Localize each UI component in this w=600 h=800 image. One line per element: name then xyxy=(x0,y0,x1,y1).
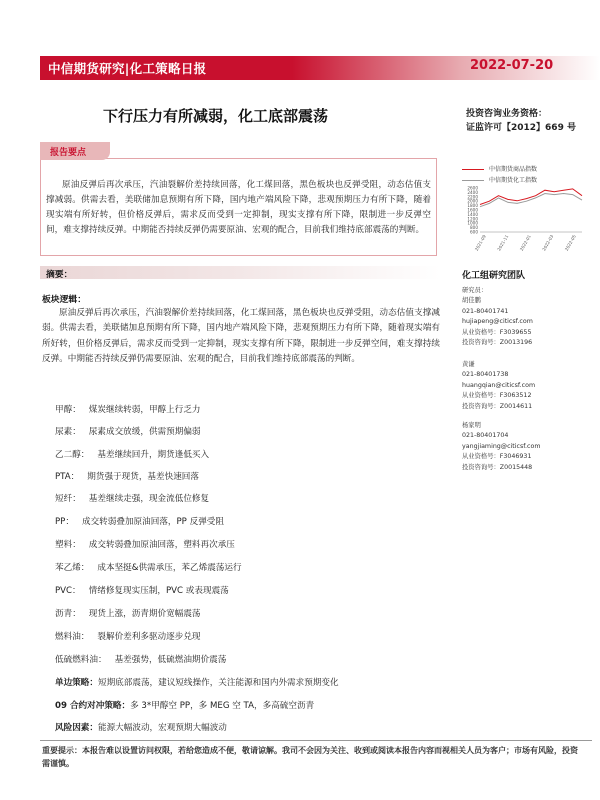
report-date: 2022-07-20 xyxy=(470,58,554,73)
analyst-license: 从业资格号：F3046931 xyxy=(462,453,532,461)
x-tick-label: 2021-11 xyxy=(496,234,510,252)
analyst-card xyxy=(462,360,535,412)
item-low-sulfur-fuel-oil xyxy=(55,653,226,665)
item-text: 基差继续走强，现金流低位修复 xyxy=(88,494,210,504)
item-urea xyxy=(55,425,201,437)
item-fuel-oil xyxy=(55,630,201,642)
strategy-hedge xyxy=(55,699,314,711)
item-text: 基差强势，低硫燃油期价震荡 xyxy=(114,655,227,665)
y-tick-label: 2000 xyxy=(467,198,478,204)
analyst-phone: 021-80401738 xyxy=(462,371,509,379)
analyst-license: 从业资格号：F3063512 xyxy=(462,392,532,400)
analyst-name: 胡佳鹏 xyxy=(462,297,481,305)
series-line-chemical-index xyxy=(480,194,582,207)
strategy-text: 能源大幅波动，宏观预期大幅波动 xyxy=(97,723,227,733)
item-plastic xyxy=(55,538,235,550)
analyst-card xyxy=(462,286,533,348)
analyst-license: 投资咨询号：Z0014611 xyxy=(462,402,533,410)
strategy-text: 多 3*甲醇空 PP，多 MEG 空 TA，多高硫空沥青 xyxy=(130,701,315,711)
item-pvc xyxy=(55,584,229,596)
item-name: PP： xyxy=(55,517,74,527)
summary-label: 摘要： xyxy=(46,270,73,280)
header-title: 中信期货研究|化工策略日报 xyxy=(48,61,207,76)
item-name: 短纤： xyxy=(55,494,81,504)
item-name: 尿素： xyxy=(55,427,81,437)
item-name: 苯乙烯： xyxy=(55,563,90,573)
analyst-email[interactable]: huangqian@citicsf.com xyxy=(462,381,536,389)
analyst-email[interactable]: yangjiaming@citicsf.com xyxy=(462,442,541,450)
y-tick-label: 2200 xyxy=(467,194,478,200)
analyst-phone: 021-80401704 xyxy=(462,432,509,440)
logic-text: 原油反弹后再次承压，汽油裂解价差持续回落，化工煤回落，黑色板块也反弹受阻，动态估值支撑减弱。供需去看，美联储加息预期有所下降，国内地产端风险下降，悲观预期压力有所下降，随着现实端有所好转，但价格反弹后，需求反而受到一定抑制，现实支撑有所下降，限制进一步反弹空间，难支撑持续反弹。中期能否持续反弹仍需要原油、宏观的配合，目前我们维持底部震荡的判断。 xyxy=(42,308,440,364)
series-line-commodity-index xyxy=(480,189,582,205)
item-psf xyxy=(55,492,209,504)
logic-title: 板块逻辑： xyxy=(42,295,86,305)
analyst-role: 研究员： xyxy=(462,287,488,294)
item-name: 低硫燃料油： xyxy=(55,655,107,665)
y-tick-label: 1000 xyxy=(467,220,478,226)
footer-divider xyxy=(40,740,592,741)
analyst-card xyxy=(462,421,540,473)
strategy-label: 风险因素： xyxy=(55,723,98,733)
analyst-phone: 021-80401741 xyxy=(462,307,509,315)
strategy-label: 单边策略： xyxy=(55,678,98,688)
item-methanol xyxy=(55,403,201,415)
y-tick-label: 800 xyxy=(470,225,478,231)
item-name: 塑料： xyxy=(55,540,81,550)
legend-line-icon xyxy=(462,180,484,181)
team-title: 化工组研究团队 xyxy=(462,271,526,281)
item-text: 裂解价差利多驱动逐步兑现 xyxy=(97,632,201,642)
analyst-license: 投资咨询号：Z0013196 xyxy=(462,339,533,347)
item-text: 情绪修复现实压制，PVC 或表现震荡 xyxy=(88,586,229,596)
strategy-label: 09 合约对冲策略： xyxy=(55,701,131,711)
risk-factors xyxy=(55,721,227,733)
item-name: 燃料油： xyxy=(55,632,90,642)
legend-label: 中信期货商品指数 xyxy=(489,166,538,173)
legend-item-commodity xyxy=(462,164,537,175)
item-text: 现货上涨，沥青期价宽幅震荡 xyxy=(88,609,201,619)
item-styrene xyxy=(55,561,242,573)
x-tick-label: 2021-09 xyxy=(473,234,487,252)
chart-legend xyxy=(462,164,537,186)
item-text: 尿素成交放缓，供需预期偏弱 xyxy=(88,427,201,437)
item-text: 期货强于现货，基差快速回落 xyxy=(87,472,199,482)
strategy-text: 短期底部震荡，建议短线操作，关注能源和国内外需求预期变化 xyxy=(97,678,339,688)
qualification-line1: 投资咨询业务资格： xyxy=(466,109,548,119)
analyst-name: 杨家明 xyxy=(462,422,481,429)
summary-bar xyxy=(40,266,440,279)
index-line-chart xyxy=(458,186,586,260)
y-tick-label: 1400 xyxy=(467,211,478,217)
legend-line-icon xyxy=(462,169,484,170)
item-text: 成交转弱叠加原油回落，PP 反弹受阻 xyxy=(81,517,224,527)
analyst-license: 从业资格号：F3039655 xyxy=(462,328,532,336)
report-summary-text: 原油反弹后再次承压，汽油裂解价差持续回落，化工煤回落，黑色板块也反弹受阻，动态估值支撑减弱。供需去看，美联储加息预期有所下降，国内地产端风险下降，悲观预期压力有所下降，随着现实端有所好转，但价格反弹后，需求反而受到一定抑制，现实支撑有所下降，限制进一步反弹空间，难支撑持续反弹。中期能否持续反弹仍需要原油、宏观的配合，目前我们维持底部震荡的判断。 xyxy=(46,180,431,235)
item-asphalt xyxy=(55,607,201,619)
item-pp xyxy=(55,515,224,527)
page-title: 下行压力有所减弱，化工底部震荡 xyxy=(103,107,329,125)
footer-disclaimer: 重要提示：本报告难以设置访问权限，若给您造成不便，敬请谅解。我司不会因为关注、收到或阅读本报告内容而视相关人员为客户；市场有风险，投资需谨慎。 xyxy=(42,746,578,768)
x-tick-label: 2022-01 xyxy=(518,234,532,252)
item-text: 煤炭继续转弱，甲醇上行乏力 xyxy=(88,405,201,415)
legend-item-chemical xyxy=(462,175,537,186)
strategy-unilateral xyxy=(55,676,339,688)
y-tick-label: 2400 xyxy=(467,189,478,195)
item-name: PTA： xyxy=(55,472,80,482)
qualification xyxy=(466,107,576,135)
item-name: 甲醇： xyxy=(55,405,81,415)
item-name: 沥青： xyxy=(55,609,81,619)
y-tick-label: 2600 xyxy=(467,186,478,191)
item-text: 成本坚挺&供需承压，苯乙烯震荡运行 xyxy=(97,563,242,573)
analyst-name: 黄谦 xyxy=(462,361,475,368)
x-tick-label: 2022-03 xyxy=(541,234,555,252)
item-pta xyxy=(55,470,199,482)
analyst-email[interactable]: hujiapeng@citicsf.com xyxy=(462,318,533,326)
report-tab: 报告要点 xyxy=(40,142,110,160)
y-tick-label: 1200 xyxy=(467,216,478,222)
item-name: 乙二醇： xyxy=(55,450,90,460)
qualification-line2: 证监许可【2012】669 号 xyxy=(466,123,576,133)
item-text: 成交转弱叠加原油回落，塑料再次承压 xyxy=(88,540,235,550)
item-name: PVC： xyxy=(55,586,81,596)
item-text: 基差继续回升，期货逢低买入 xyxy=(97,450,210,460)
y-tick-label: 600 xyxy=(470,229,478,235)
item-meg xyxy=(55,448,209,460)
y-tick-label: 1800 xyxy=(467,203,478,209)
x-tick-label: 2022-05 xyxy=(563,234,577,252)
analyst-license: 投资咨询号：Z0015448 xyxy=(462,463,533,471)
legend-label: 中信期货化工指数 xyxy=(489,177,538,184)
y-tick-label: 1600 xyxy=(467,207,478,213)
